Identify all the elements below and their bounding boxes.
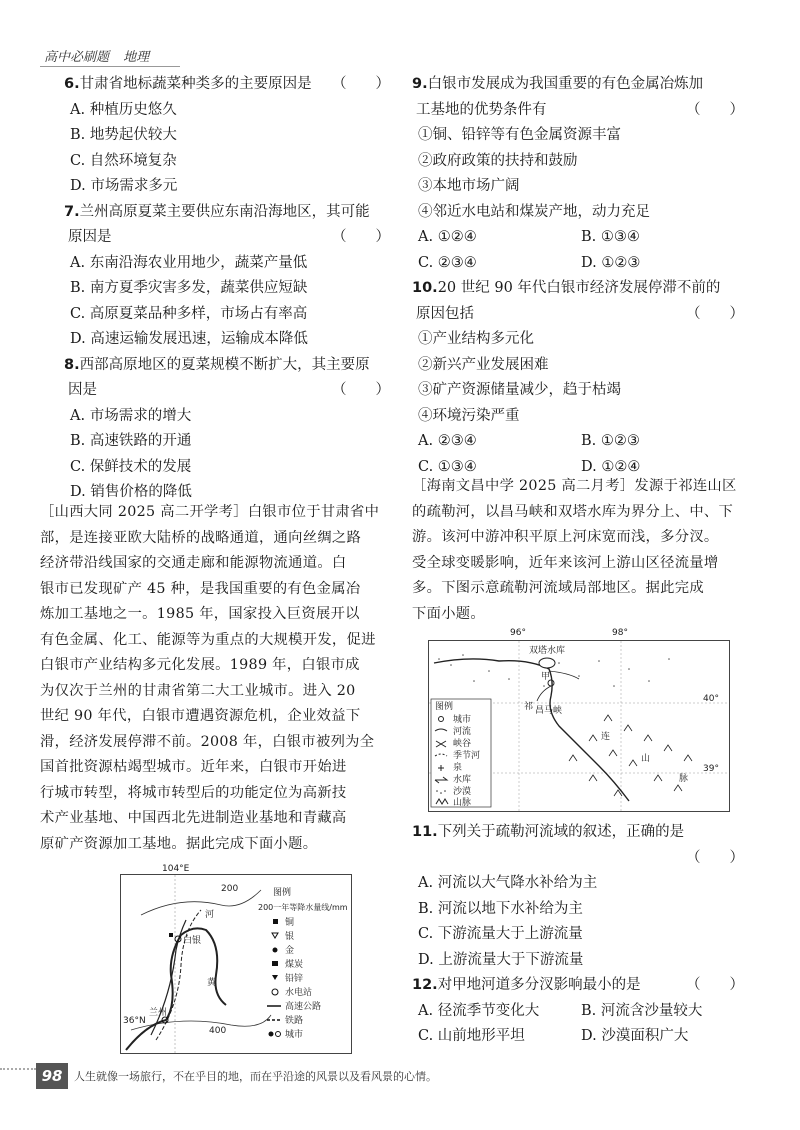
q6-option-d[interactable]: D. 市场需求多元 (70, 178, 178, 194)
legend-silver: 银 (285, 932, 295, 942)
passage-line: 游。该河中游冲积平原上河床宽而浅，多分汊。 (412, 529, 719, 545)
reservoir-label: 双塔水库 (529, 646, 566, 656)
mountain-char-shan: 山 (641, 754, 651, 764)
legend-gold-icon (273, 948, 278, 953)
passage-line: 术产业基地、中国西北先进制造业基地和青藏高 (40, 810, 347, 826)
q9-stem-1: 白银市发展成为我国重要的有色金属冶炼加 (427, 76, 704, 92)
passage-line: 受全球变暖影响，近年来该河上游山区径流量增 (412, 554, 719, 571)
passage-line: 原矿产资源加工基地。据此完成下面小题。 (40, 835, 318, 852)
q11-stem: 下列关于疏勒河流域的叙述，正确的是 (437, 824, 685, 840)
passage-line: 国首批资源枯竭型城市。近年来，白银市开始进 (40, 759, 347, 775)
q9-option-a[interactable]: A. ①②④ (418, 229, 477, 245)
running-header (44, 46, 159, 65)
q8-option-c[interactable]: C. 保鲜技术的发展 (70, 458, 192, 475)
book-series: 高中必刷题 (44, 50, 110, 65)
q8-answer-blank[interactable]: （ ） (332, 382, 390, 398)
q9-answer-blank[interactable]: （ ） (686, 101, 744, 118)
question-6 (64, 72, 390, 200)
q9-item-3: ③本地市场广阔 (418, 178, 520, 194)
legend-leadzinc: 铅锌 (285, 974, 304, 984)
question-9 (412, 72, 744, 276)
q10-answer-blank[interactable]: （ ） (686, 305, 744, 322)
q12-number: 12. (412, 977, 438, 993)
passage-shule (412, 474, 748, 627)
passage-line: ［山西大同 2025 高二开学考］白银市位于甘肃省中 (40, 504, 380, 520)
q11-option-d[interactable]: D. 上游流量大于下游流量 (418, 951, 584, 968)
q6-answer-blank[interactable]: （ ） (332, 76, 390, 92)
q12-option-c[interactable]: C. 山前地形平坦 (418, 1028, 525, 1044)
passage-line: 白银市产业结构多元化发展。1989 年，白银市成 (40, 657, 360, 673)
question-12 (412, 973, 744, 1050)
legend2-spring: 泉 (453, 763, 463, 773)
header-rule (40, 66, 180, 67)
q9-option-d[interactable]: D. ①②③ (581, 254, 641, 271)
q7-option-a[interactable]: A. 东南沿海农业用地少，蔬菜产量低 (70, 254, 308, 271)
q8-option-a[interactable]: A. 市场需求的增大 (70, 407, 192, 424)
q10-stem-2: 原因包括 (416, 305, 474, 322)
right-column-lower (412, 820, 744, 1050)
passage-line: 世纪 90 年代，白银市遭遇资源危机，企业效益下 (40, 708, 361, 724)
legend-silver-icon (272, 933, 278, 938)
q8-stem-1: 西部高原地区的夏菜规模不断扩大，其主要原 (79, 356, 370, 373)
footer-motto: 人生就像一场旅行，不在乎目的地，而在乎沿途的风景以及看风景的心情。 (74, 1070, 437, 1083)
legend-hydro: 水电站 (285, 988, 313, 998)
mountain-symbols (569, 715, 692, 796)
legend2-mountain: 山脉 (453, 798, 472, 808)
q10-option-b[interactable]: B. ①②③ (581, 433, 640, 449)
q10-option-c[interactable]: C. ①③④ (418, 458, 477, 475)
q11-number: 11. (412, 824, 438, 840)
q11-answer-blank[interactable]: （ ） (686, 849, 744, 866)
legend-leadzinc-icon (272, 975, 278, 980)
q7-option-b[interactable]: B. 南方夏季灾害多发，蔬菜供应短缺 (70, 280, 308, 296)
q7-option-d[interactable]: D. 高速运输发展迅速，运输成本降低 (70, 331, 308, 347)
shule-river-map (428, 640, 730, 812)
question-11 (412, 820, 744, 973)
passage-line: ［海南文昌中学 2025 高二月考］发源于祁连山区 (412, 478, 737, 494)
lat-36-label: 36°N (123, 1016, 146, 1026)
lon-96-label: 96° (510, 628, 526, 638)
passage-line: 的疏勒河，以昌马峡和双塔水库为界分上、中、下 (412, 503, 734, 520)
lon-98-label: 98° (612, 628, 628, 638)
legend-hydro-icon (272, 989, 278, 995)
q7-stem-1: 兰州高原夏菜主要供应东南沿海地区，其可能 (79, 203, 370, 220)
q12-option-a[interactable]: A. 径流季节变化大 (418, 1002, 540, 1019)
legend2-river: 河流 (453, 727, 472, 737)
map2-legend-title: 图例 (435, 702, 454, 712)
legend2-city: 城市 (453, 715, 472, 725)
map1-legend-title: 图例 (273, 888, 292, 898)
q7-option-c[interactable]: C. 高原夏菜品种多样，市场占有率高 (70, 305, 308, 322)
lat-39-label: 39° (703, 764, 719, 774)
page-number: 98 (36, 1063, 68, 1089)
q12-answer-blank[interactable]: （ ） (686, 977, 744, 993)
mountain-char-lian: 连 (601, 732, 611, 742)
q10-stem-1: 20 世纪 90 年代白银市经济发展停滞不前的 (437, 280, 721, 296)
passage-line: 行城市转型，将城市转型后的功能定位为高新技 (40, 784, 347, 801)
river-char-he: 河 (205, 910, 215, 920)
passage-line: 多。下图示意疏勒河流域局部地区。据此完成 (412, 580, 704, 596)
copper-symbol (169, 933, 173, 937)
q6-stem: 甘肃省地标蔬菜种类多的主要原因是 (79, 76, 312, 92)
shule-map-svg (429, 641, 729, 811)
legend-city-icon-2 (276, 1032, 281, 1037)
legend-gold: 金 (285, 946, 295, 956)
city-lanzhou-label: 兰州 (149, 1008, 168, 1018)
q11-option-c[interactable]: C. 下游流量大于上游流量 (418, 926, 583, 942)
q11-option-b[interactable]: B. 河流以地下水补给为主 (418, 900, 583, 917)
legend-isohyet: 200一年等降水量线/mm (258, 903, 348, 912)
right-column (412, 72, 744, 480)
legend-coal-icon (272, 961, 278, 966)
q10-item-3: ③矿产资源储量减少，趋于枯竭 (418, 382, 621, 398)
q7-number: 7. (64, 203, 80, 220)
jia-label: 甲 (541, 672, 551, 682)
passage-line: 银市已发现矿产 45 种，是我国重要的有色金属冶 (40, 580, 361, 597)
baiyin-map-svg (121, 875, 351, 1053)
q10-item-1: ①产业结构多元化 (418, 331, 534, 347)
q9-option-c[interactable]: C. ②③④ (418, 254, 477, 271)
footer-dots (0, 1068, 36, 1070)
gorge-label: 昌马峡 (535, 706, 563, 716)
passage-baiyin (40, 500, 388, 857)
q8-option-b[interactable]: B. 高速铁路的开通 (70, 433, 192, 449)
q9-item-1: ①铜、铅锌等有色金属资源丰富 (418, 127, 621, 143)
passage-line: 经济带沿线国家的交通走廊和能源物流通道。白 (40, 555, 347, 571)
mountain-char-qi: 祁 (524, 702, 534, 712)
mountain-char-mai: 脉 (679, 774, 689, 784)
passage-line: 有色金属、化工、能源等为重点的大规模开发，促进 (40, 631, 376, 648)
q6-number: 6. (64, 76, 80, 92)
q6-option-c[interactable]: C. 自然环境复杂 (70, 152, 177, 169)
q7-stem-2: 原因是 (68, 229, 112, 245)
q7-answer-blank[interactable]: （ ） (332, 229, 390, 245)
legend-highway: 高速公路 (285, 1002, 322, 1012)
legend-railway: 铁路 (285, 1016, 304, 1026)
q6-option-b[interactable]: B. 地势起伏较大 (70, 127, 177, 143)
shuangta-reservoir (539, 658, 555, 668)
q12-stem: 对甲地河道多分汊影响最小的是 (437, 977, 641, 993)
q9-stem-2: 工基地的优势条件有 (416, 101, 547, 118)
legend2-seasonal: 季节河 (453, 751, 481, 761)
legend2-desert: 沙漠 (453, 787, 472, 797)
passage-line: 为仅次于兰州的甘肃省第二大工业城市。进入 20 (40, 682, 356, 699)
legend-city-icon (269, 1032, 274, 1037)
river-char-huang: 黄 (207, 978, 217, 988)
q9-option-b[interactable]: B. ①③④ (581, 229, 640, 245)
q9-item-2: ②政府政策的扶持和鼓励 (418, 152, 578, 169)
isohyet-400-label: 400 (209, 1026, 227, 1036)
q9-number: 9. (412, 76, 428, 92)
passage-line: 部，是连接亚欧大陆桥的战略通道，通向丝绸之路 (40, 529, 362, 546)
q12-option-b[interactable]: B. 河流含沙量较大 (581, 1002, 703, 1019)
lat-40-label: 40° (703, 694, 719, 704)
isohyet-200-label: 200 (221, 884, 239, 894)
passage-line: 滑，经济发展停滞不前。2008 年，白银市被列为全 (40, 733, 375, 750)
q10-number: 10. (412, 280, 438, 296)
legend-copper: 铜 (285, 918, 295, 928)
q10-option-d[interactable]: D. ①②④ (581, 458, 641, 475)
q11-option-a[interactable]: A. 河流以大气降水补给为主 (418, 875, 598, 891)
legend2-gorge: 峡谷 (453, 739, 472, 749)
q12-option-d[interactable]: D. 沙漠面积广大 (581, 1028, 689, 1044)
left-column (64, 72, 390, 506)
book-subject: 地理 (123, 50, 150, 65)
legend-coal: 煤炭 (285, 960, 304, 970)
q9-item-4: ④邻近水电站和煤炭产地，动力充足 (418, 203, 650, 220)
q8-number: 8. (64, 356, 80, 373)
legend-copper-icon (273, 919, 278, 924)
isohyet-200 (141, 890, 261, 915)
q10-option-a[interactable]: A. ②③④ (418, 433, 477, 449)
q10-item-4: ④环境污染严重 (418, 407, 520, 424)
q6-option-a[interactable]: A. 种植历史悠久 (70, 101, 177, 118)
legend-city: 城市 (285, 1030, 304, 1040)
lon-104-label: 104°E (162, 864, 190, 874)
question-7 (64, 200, 390, 353)
question-10 (412, 276, 744, 480)
passage-line: 下面小题。 (412, 605, 485, 622)
q8-stem-2: 因是 (68, 382, 97, 398)
q10-item-2: ②新兴产业发展困难 (418, 356, 549, 373)
city-baiyin-label: 白银 (183, 936, 202, 946)
question-8 (64, 353, 390, 506)
legend2-reservoir: 水库 (453, 775, 472, 785)
q8-option-d[interactable]: D. 销售价格的降低 (70, 484, 192, 500)
passage-line: 炼加工基地之一。1985 年，国家投入巨资展开以 (40, 606, 360, 622)
baiyin-map (120, 874, 352, 1054)
